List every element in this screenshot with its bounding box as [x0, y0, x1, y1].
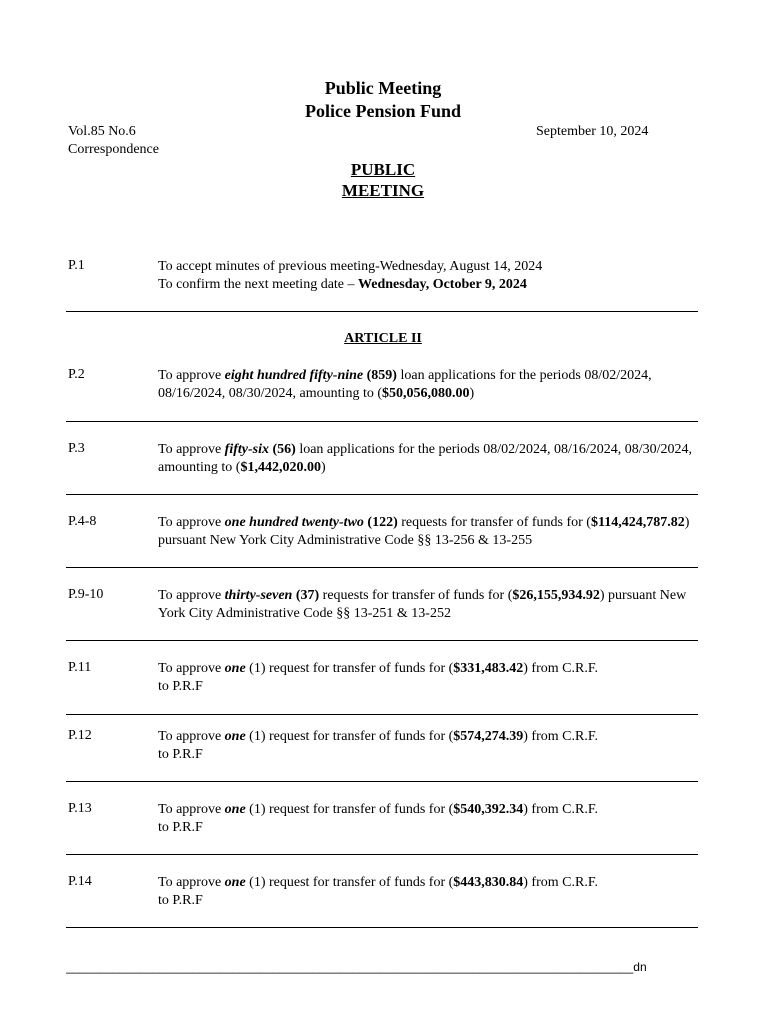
next-meeting-date: Wednesday, October 9, 2024 [358, 277, 527, 292]
text-segment: request for transfer of funds for ( [265, 729, 454, 744]
count-number: (56) [269, 442, 296, 457]
document-title: Public Meeting [324, 78, 442, 98]
item-number: P.4-8 [68, 514, 97, 529]
item-text [158, 801, 598, 837]
amount: $114,424,787.82 [590, 515, 685, 530]
item-line [158, 276, 698, 294]
divider [66, 640, 698, 641]
divider [66, 311, 698, 312]
footer [66, 960, 666, 974]
text-segment: To approve [158, 368, 225, 383]
item-text [158, 874, 598, 910]
divider [66, 854, 698, 855]
text-segment: request for transfer of funds for ( [265, 802, 454, 817]
amount: $574,274.39 [453, 729, 524, 744]
text-segment: ) pursuant New York City Administrative Code §§ 13-256 & 13-255 [158, 515, 690, 548]
volume-number: Vol.85 No.6 [68, 124, 136, 139]
meeting-date: September 10, 2024 [536, 124, 649, 139]
text-segment: ) from C.R.F. to P.R.F [158, 875, 598, 908]
item-number: P.9-10 [68, 587, 104, 602]
document-subtitle: Police Pension Fund [304, 101, 461, 121]
amount: $443,830.84 [453, 875, 524, 890]
heading-meeting: MEETING [341, 181, 425, 200]
text-segment: To approve [158, 875, 225, 890]
count-number: (122) [363, 515, 398, 530]
item-number: P.1 [68, 258, 85, 273]
item-text [158, 258, 698, 294]
divider [66, 781, 698, 782]
amount: $1,442,020.00 [240, 460, 321, 475]
text-segment: requests for transfer of funds for ( [319, 588, 513, 603]
amount: $26,155,934.92 [512, 588, 600, 603]
text-segment: To approve [158, 515, 225, 530]
text-segment: loan applications for the periods 08/02/2024, 08/16/2024, 08/30/2024, amounting to ( [158, 368, 652, 401]
item-number: P.3 [68, 441, 85, 456]
count-number: (859) [363, 368, 397, 383]
text-segment: request for transfer of funds for ( [265, 875, 454, 890]
count-words: one [224, 661, 246, 676]
signature-line: _____________________________________________________________________________________ [66, 960, 634, 974]
heading-public: PUBLIC [350, 160, 416, 179]
item-line-prefix: To confirm the next meeting date – [158, 277, 359, 292]
count-number: (1) [245, 802, 266, 817]
divider [66, 714, 698, 715]
article-heading: ARTICLE II [344, 331, 422, 346]
text-segment: To approve [158, 588, 225, 603]
amount: $540,392.34 [453, 802, 524, 817]
item-text [158, 441, 698, 477]
count-number: (1) [245, 729, 266, 744]
count-words: one hundred twenty-two [224, 515, 364, 530]
text-segment: loan applications for the periods 08/02/2024, 08/16/2024, 08/30/2024, amounting to ( [158, 442, 693, 475]
item-number: P.14 [68, 874, 92, 889]
text-segment: To approve [158, 661, 225, 676]
text-segment: ) [320, 460, 326, 475]
amount: $50,056,080.00 [382, 386, 470, 401]
count-words: one [224, 875, 246, 890]
item-number: P.13 [68, 801, 92, 816]
divider [66, 927, 698, 928]
section-label: Correspondence [68, 142, 159, 157]
count-number: (37) [292, 588, 320, 603]
text-segment: ) [469, 386, 475, 401]
item-text [158, 660, 598, 696]
item-number: P.11 [68, 660, 92, 675]
text-segment: ) from C.R.F. to P.R.F [158, 729, 598, 762]
text-segment: To approve [158, 802, 225, 817]
text-segment: request for transfer of funds for ( [265, 661, 454, 676]
count-words: fifty-six [224, 442, 269, 457]
divider [66, 421, 698, 422]
count-words: eight hundred fifty-nine [224, 368, 364, 383]
item-text [158, 514, 698, 550]
count-number: (1) [245, 875, 266, 890]
item-number: P.12 [68, 728, 92, 743]
item-line: To accept minutes of previous meeting-Wednesday, August 14, 2024 [158, 259, 543, 274]
text-segment: To approve [158, 729, 225, 744]
item-number: P.2 [68, 367, 85, 382]
divider [66, 494, 698, 495]
text-segment: ) from C.R.F. to P.R.F [158, 661, 598, 694]
text-segment: To approve [158, 442, 225, 457]
count-words: thirty-seven [224, 588, 293, 603]
item-text [158, 728, 598, 764]
text-segment: ) pursuant New York City Administrative Code §§ 13-251 & 13-252 [158, 588, 687, 621]
text-segment: requests for transfer of funds for ( [397, 515, 591, 530]
item-text [158, 587, 698, 623]
item-text [158, 367, 698, 403]
count-words: one [224, 802, 246, 817]
text-segment: ) from C.R.F. to P.R.F [158, 802, 598, 835]
preparer-initials: dn [633, 960, 647, 974]
divider [66, 567, 698, 568]
count-number: (1) [245, 661, 266, 676]
count-words: one [224, 729, 246, 744]
amount: $331,483.42 [453, 661, 524, 676]
